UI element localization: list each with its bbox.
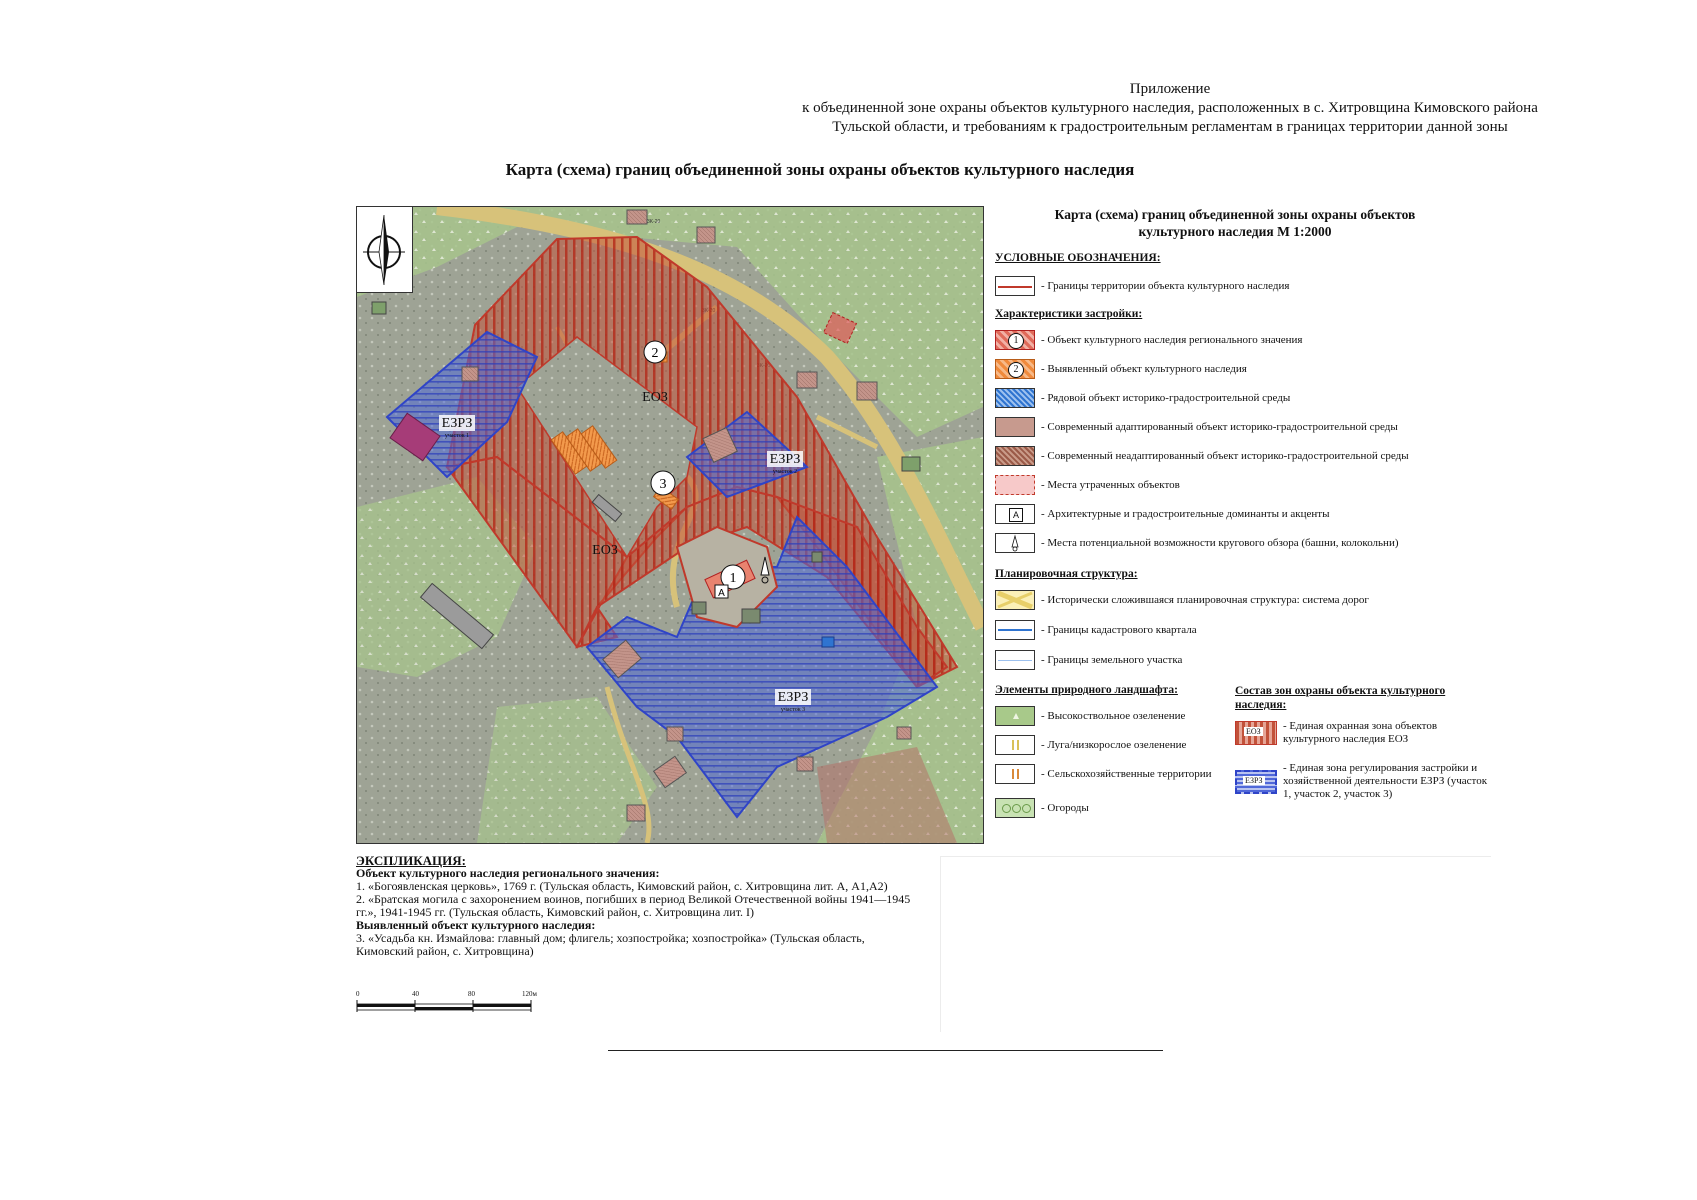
explication-item-3: 3. «Усадьба кн. Измайлова: главный дом; флигель; хозпостройка; хозпостройка» (Тульская область, Кимовский район, с. Хитровщина) xyxy=(356,931,865,958)
explication-regional-heading: Объект культурного наследия регионального значения: xyxy=(356,866,660,880)
swatch-modern-unadapted xyxy=(995,446,1035,466)
legend-natural-elements: Элементы природного ландшафта: xyxy=(995,684,1178,696)
ezrz-1-sublabel: участок 1 xyxy=(444,433,470,439)
legend-zones-composition: Состав зон охраны объекта культурного наследия: xyxy=(1235,685,1446,711)
legend-item-lost-objects: - Места утраченных объектов xyxy=(995,475,1180,495)
legend-conventional-signs: УСЛОВНЫЕ ОБОЗНАЧЕНИЯ: xyxy=(995,252,1161,264)
scale-bar xyxy=(356,990,536,1020)
header xyxy=(720,80,1620,137)
swatch-agricultural xyxy=(995,764,1035,784)
swatch-viewpoints xyxy=(995,533,1035,553)
dominant-marker[interactable] xyxy=(715,585,728,599)
legend-item-regional-object: 1 - Объект культурного наследия регионального значения xyxy=(995,330,1302,350)
legend-item-meadow: - Луга/низкорослое озеленение xyxy=(995,735,1186,755)
legend-item-dominants: А - Архитектурные и градостроительные доминанты и акценты xyxy=(995,504,1329,524)
ezrz-1-label: ЕЗРЗ xyxy=(441,416,473,431)
header-line-3: Тульской области, и требованиям к градостроительным регламентам в границах территории данной зоны xyxy=(832,119,1508,135)
svg-text:3: 3 xyxy=(659,477,667,492)
legend-item-modern-unadapted: - Современный неадаптированный объект историко-градостроительной среды xyxy=(995,446,1409,466)
ezrz-2-label: ЕЗРЗ xyxy=(769,452,801,467)
legend-planning-structure: Планировочная структура: xyxy=(995,568,1138,580)
swatch-gardens xyxy=(995,798,1035,818)
eoz-label-upper: ЕОЗ xyxy=(642,390,668,405)
legend-item-historic-roads: - Исторически сложившаяся планировочная структура: система дорог xyxy=(995,590,1369,610)
header-line-2: к объединенной зоне охраны объектов культурного наследия, расположенных в с. Хитровщина Кимовского района xyxy=(802,100,1538,116)
legend-building-characteristics: Характеристики застройки: xyxy=(995,308,1143,320)
swatch-eoz: ЕОЗ xyxy=(1235,721,1277,745)
svg-text:2: 2 xyxy=(651,346,659,361)
legend xyxy=(995,206,1515,846)
marker-3[interactable] xyxy=(651,471,675,495)
legend-item-gardens: - Огороды xyxy=(995,798,1089,818)
bottom-rule xyxy=(608,1050,1163,1051)
north-arrow-icon xyxy=(357,207,412,292)
legend-item-boundary: - Границы территории объекта культурного наследия xyxy=(995,276,1289,296)
legend-item-modern-adapted: - Современный адаптированный объект историко-градостроительной среды xyxy=(995,417,1398,437)
swatch-land-plot xyxy=(995,650,1035,670)
swatch-historic-roads xyxy=(995,590,1035,610)
legend-title: Карта (схема) границ объединенной зоны охраны объектов культурного наследия М 1:2000 xyxy=(1054,207,1416,239)
header-line-1: Приложение xyxy=(1129,81,1211,97)
map-canvas[interactable] xyxy=(357,207,983,843)
legend-item-cadastral: - Границы кадастрового квартала xyxy=(995,620,1197,640)
swatch-modern-adapted xyxy=(995,417,1035,437)
scale-bar-graphic xyxy=(356,1000,536,1014)
swatch-cadastral xyxy=(995,620,1035,640)
tower-icon xyxy=(996,534,1034,552)
swatch-ordinary-object xyxy=(995,388,1035,408)
swatch-lost-objects xyxy=(995,475,1035,495)
scale-tick-80: 80 xyxy=(468,990,475,998)
swatch-boundary xyxy=(995,276,1035,296)
scale-tick-0: 0 xyxy=(356,990,360,998)
scale-tick-120: 120м xyxy=(522,990,537,998)
legend-item-land-plot: - Границы земельного участка xyxy=(995,650,1182,670)
swatch-tall-greenery xyxy=(995,706,1035,726)
explication-identified-heading: Выявленный объект культурного наследия: xyxy=(356,918,596,932)
eoz-label-lower: ЕОЗ xyxy=(592,543,618,558)
legend-item-agricultural: - Сельскохозяйственные территории xyxy=(995,764,1231,784)
legend-item-identified-object: 2 - Выявленный объект культурного наследия xyxy=(995,359,1247,379)
marker-2[interactable] xyxy=(644,341,666,363)
legend-item-ezrz: ЕЗРЗ - Единая зона регулирования застройки и хозяйственной деятельности ЕЗРЗ (участок 1, участок 2, участок 3) xyxy=(1235,762,1498,801)
swatch-ezrz: ЕЗРЗ xyxy=(1235,770,1277,794)
north-arrow-box xyxy=(357,207,413,293)
ezrz-3-label: ЕЗРЗ xyxy=(777,690,809,705)
page-title: Карта (схема) границ объединенной зоны охраны объектов культурного наследия xyxy=(505,160,1135,179)
swatch-identified-object: 2 xyxy=(995,359,1035,379)
explication-item-1: 1. «Богоявленская церковь», 1769 г. (Тульская область, Кимовский район, с. Хитровщина лит. А, А1,А2) xyxy=(356,879,888,893)
svg-text:1: 1 xyxy=(729,571,737,586)
swatch-regional-object: 1 xyxy=(995,330,1035,350)
svg-text:А: А xyxy=(718,588,725,599)
scale-tick-40: 40 xyxy=(412,990,419,998)
legend-item-eoz: ЕОЗ - Единая охранная зона объектов культурного наследия ЕОЗ xyxy=(1235,720,1473,746)
explication xyxy=(356,854,916,958)
swatch-meadow xyxy=(995,735,1035,755)
explication-title: ЭКСПЛИКАЦИЯ: xyxy=(356,853,466,868)
legend-item-tall-greenery: - Высокоствольное озеленение xyxy=(995,706,1185,726)
legend-item-viewpoints: - Места потенциальной возможности кругового обзора (башни, колокольни) xyxy=(995,533,1399,553)
map-frame[interactable] xyxy=(356,206,984,844)
ezrz-3-sublabel: участок 3 xyxy=(780,707,806,713)
explication-item-2: 2. «Братская могила с захоронением воинов, погибших в период Великой Отечественной войны 1941—1945 гг.», 1941-1945 гг. (Тульская область, Кимовский район, с. Хитровщина лит. I) xyxy=(356,892,911,919)
ezrz-2-sublabel: участок 2 xyxy=(772,469,798,475)
empty-panel xyxy=(940,856,1491,1032)
legend-item-ordinary-object: - Рядовой объект историко-градостроительной среды xyxy=(995,388,1290,408)
swatch-dominants: А xyxy=(995,504,1035,524)
road-label-1: 3K-20 xyxy=(647,219,661,225)
